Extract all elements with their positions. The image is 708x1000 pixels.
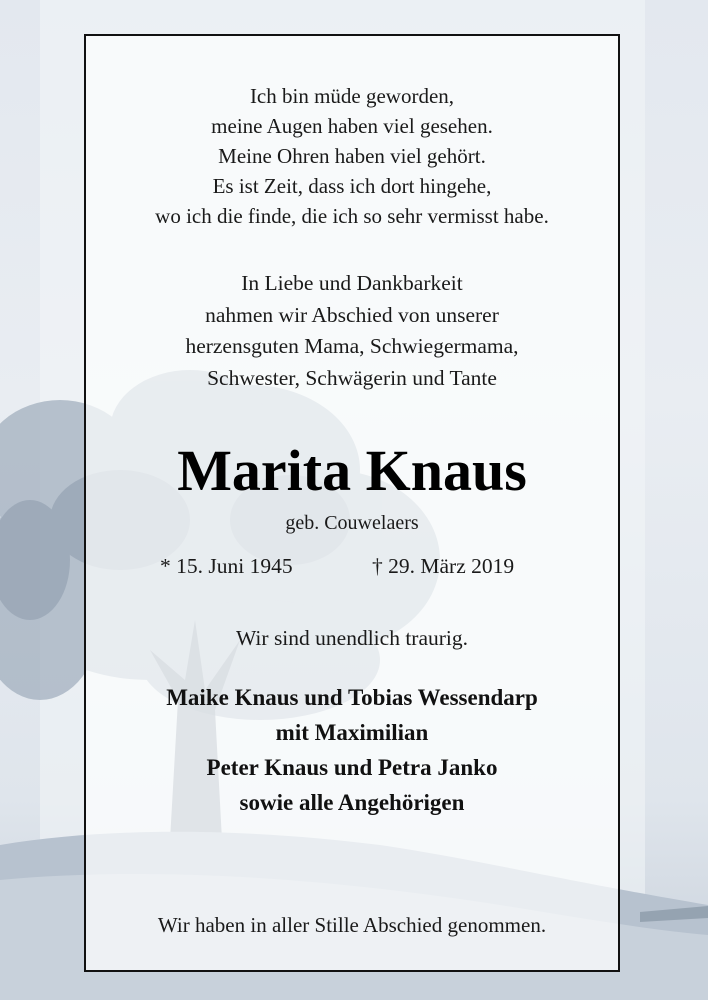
verse-line: meine Augen haben viel gesehen. (211, 114, 493, 138)
birth-name: geb. Couwelaers (285, 512, 419, 534)
mourner-line: Peter Knaus und Petra Janko (206, 755, 498, 780)
verse-line: wo ich die finde, die ich so sehr vermisst habe. (155, 204, 549, 228)
intro-text (86, 268, 618, 394)
deceased-name: Marita Knaus (177, 438, 527, 503)
verse-line: Ich bin müde geworden, (249, 84, 455, 108)
birth-date: * 15. Juni 1945 (160, 554, 293, 578)
closing-line: Wir haben in aller Stille Abschied genommen. (157, 913, 547, 937)
intro-line: herzensguten Mama, Schwiegermama, (185, 334, 519, 358)
mourner-line: Maike Knaus und Tobias Wessendarp (166, 685, 538, 710)
mourners-list (86, 680, 618, 820)
sorrow-line: Wir sind unendlich traurig. (236, 626, 468, 650)
intro-line: In Liebe und Dankbarkeit (241, 271, 463, 295)
notice-panel (84, 34, 620, 972)
intro-line: Schwester, Schwägerin und Tante (207, 365, 497, 390)
verse-poem (86, 81, 618, 231)
death-date: † 29. März 2019 (372, 554, 515, 578)
intro-line: nahmen wir Abschied von unserer (205, 302, 499, 327)
mourner-line: mit Maximilian (275, 720, 429, 745)
life-dates (86, 550, 618, 582)
verse-line: Meine Ohren haben viel gehört. (218, 144, 486, 168)
mourner-line: sowie alle Angehörigen (239, 790, 465, 815)
verse-line: Es ist Zeit, dass ich dort hingehe, (212, 174, 492, 198)
